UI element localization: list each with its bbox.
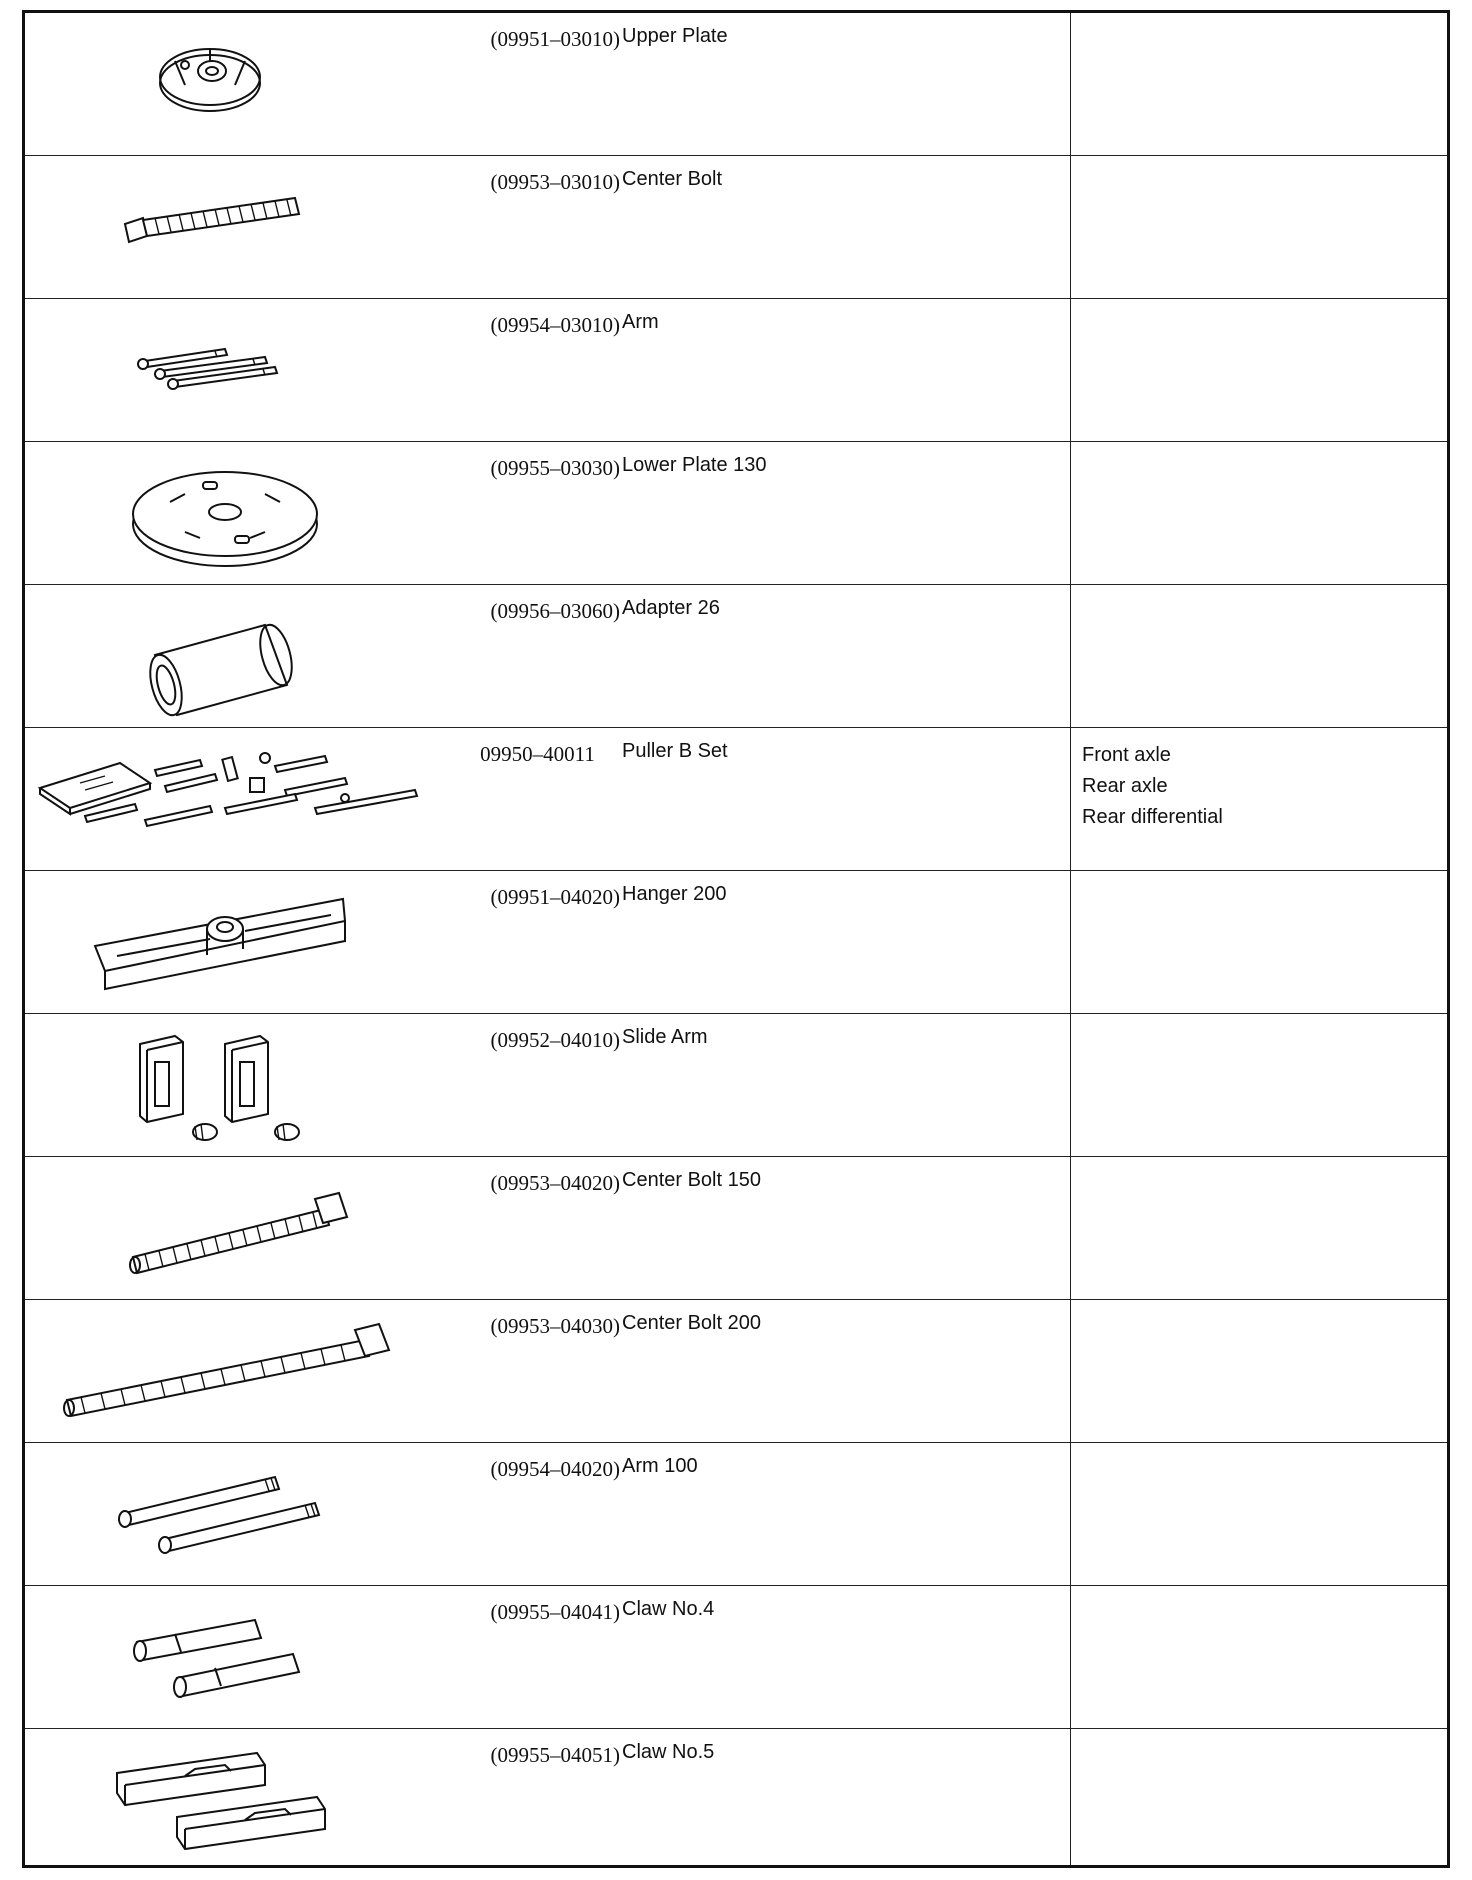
puller-set-icon <box>25 728 445 871</box>
hanger-icon <box>25 871 445 1014</box>
table-row <box>25 1157 1447 1300</box>
part-name: Claw No.4 <box>622 1598 715 1620</box>
part-name: Center Bolt 150 <box>622 1169 761 1191</box>
part-code: (09953–03010) <box>490 170 620 194</box>
part-name: Adapter 26 <box>622 597 720 619</box>
part-code: 09950–40011 <box>480 742 595 766</box>
center-bolt-200-icon <box>25 1300 445 1443</box>
table-row <box>25 299 1447 442</box>
claw-4-icon <box>25 1586 445 1729</box>
part-code: (09953–04030) <box>490 1314 620 1338</box>
part-name: Upper Plate <box>622 25 728 47</box>
part-code: (09951–04020) <box>490 885 620 909</box>
table-row <box>25 156 1447 299</box>
part-name: Hanger 200 <box>622 883 727 905</box>
arm-icon <box>25 299 445 442</box>
part-name: Claw No.5 <box>622 1741 715 1763</box>
part-name: Lower Plate 130 <box>622 454 767 476</box>
table-row <box>25 13 1447 156</box>
part-code: (09954–04020) <box>490 1457 620 1481</box>
table-row <box>25 442 1447 585</box>
claw-5-icon <box>25 1729 445 1872</box>
part-code: (09956–03060) <box>490 599 620 623</box>
slide-arm-icon <box>25 1014 445 1157</box>
table-row <box>25 871 1447 1014</box>
table-row <box>25 1443 1447 1586</box>
part-name: Arm 100 <box>622 1455 698 1477</box>
part-name: Center Bolt 200 <box>622 1312 761 1334</box>
table-row <box>25 728 1447 871</box>
part-code: (09952–04010) <box>490 1028 620 1052</box>
center-bolt-150-icon <box>25 1157 445 1300</box>
part-code: (09955–03030) <box>490 456 620 480</box>
part-code: (09954–03010) <box>490 313 620 337</box>
part-name: Arm <box>622 311 659 333</box>
arm-100-icon <box>25 1443 445 1586</box>
part-code: (09955–04051) <box>490 1743 620 1767</box>
part-code: (09953–04020) <box>490 1171 620 1195</box>
center-bolt-icon <box>25 156 445 299</box>
lower-plate-icon <box>25 442 445 585</box>
table-row <box>25 1300 1447 1443</box>
note-front-axle: Front axle <box>1082 744 1171 766</box>
note-rear-axle: Rear axle <box>1082 775 1168 797</box>
table-row <box>25 1014 1447 1157</box>
part-name: Slide Arm <box>622 1026 708 1048</box>
part-code: (09955–04041) <box>490 1600 620 1624</box>
note-rear-differential: Rear differential <box>1082 806 1223 828</box>
tool-table <box>22 10 1450 1868</box>
adapter-icon <box>25 585 445 728</box>
table-row <box>25 1586 1447 1729</box>
table-row <box>25 585 1447 728</box>
part-name: Center Bolt <box>622 168 723 190</box>
application-notes <box>1082 740 1223 833</box>
part-code: (09951–03010) <box>490 27 620 51</box>
part-name: Puller B Set <box>622 740 728 762</box>
upper-plate-icon <box>25 13 445 156</box>
table-row <box>25 1729 1447 1872</box>
